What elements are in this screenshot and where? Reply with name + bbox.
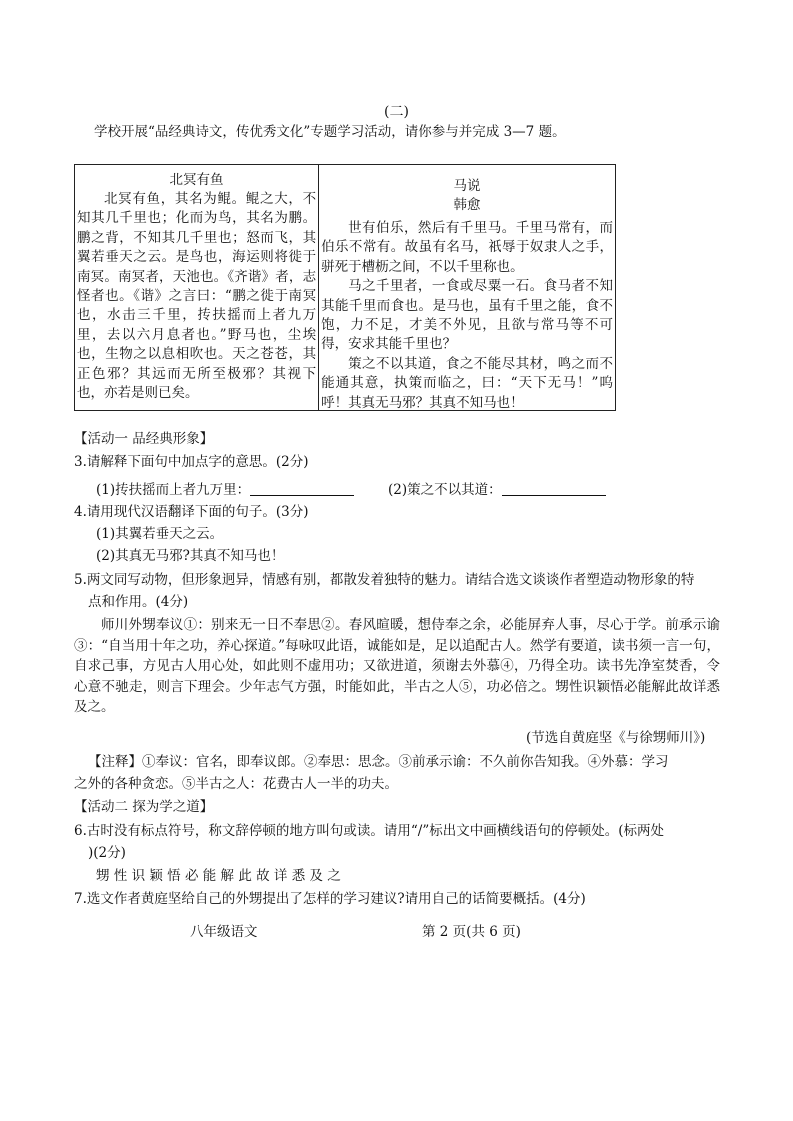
section-title: (二) <box>384 104 409 120</box>
passage-table <box>74 164 616 411</box>
passage-right-author: 韩愈 <box>453 197 481 213</box>
notes-line-1: 【注释】①奉议：官名，即奉议郎。②奉思：思念。③前承示谕：不久前你告知我。④外慕：学习 <box>88 754 669 770</box>
letter-source: (节选自黄庭坚《与徐甥师川》) <box>526 730 706 746</box>
answer-blank[interactable] <box>502 481 606 496</box>
question-5-line-1: 5.两文同写动物，但形象迥异，情感有别，都散发着独特的魅力。请结合选文谈谈作者塑造动物形象的特 <box>74 572 695 588</box>
question-6-line-2: )(2分) <box>88 845 126 861</box>
letter-passage: 师川外甥奉议①：别来无一日不奉思②。春风暄暖，想侍奉之余，必能屏弃人事，尽心于学。前承示谕③：“自当用十年之功，养心探道。”每咏叹此语，诚能如是，足以追配古人。然学有要道，读书须一言一句，自求己事，方见古人用心处，如此则不虚用功；又欲进道，须谢去外慕④，乃得全功。读书先净室焚香，令心意不驰走，则言下理会。少年志气方强，时能如此，半古之人⑤，功必倍之。甥性识颖悟必能解此故详悉及之。 <box>74 617 720 715</box>
passage-right-paragraph: 策之不以其道，食之不能尽其材，鸣之而不能通其意，执策而临之，曰：“天下无马！”呜呼！其真无马邪？其真不知马也！ <box>321 355 613 410</box>
footer-subject: 八年级语文 <box>190 924 258 940</box>
question-6-sentence: 甥 性 识 颖 悟 必 能 解 此 故 详 悉 及 之 <box>96 868 341 884</box>
question-3-item-2-text: (2)策之不以其道： <box>388 482 502 498</box>
question-5-line-2: 点和作用。(4分) <box>88 594 189 610</box>
question-7: 7.选文作者黄庭坚给自己的外甥提出了怎样的学习建议?请用自己的话简要概括。(4分) <box>74 891 586 907</box>
question-4-item-1: (1)其翼若垂天之云。 <box>96 526 224 542</box>
passage-right <box>319 165 615 410</box>
passage-left-title: 北冥有鱼 <box>169 172 224 188</box>
activity-two-heading: 【活动二 探为学之道】 <box>74 799 214 815</box>
intro-text: 学校开展“品经典诗文，传优秀文化”专题学习活动，请你参与并完成 3—7 题。 <box>94 124 566 140</box>
passage-left <box>75 165 319 410</box>
question-6-line-1: 6.古时没有标点符号，称文辞停顿的地方叫句或读。请用“/”标出文中画横线语句的停顿处。(标两处 <box>74 823 664 839</box>
passage-left-text: 北冥有鱼，其名为鲲。鲲之大，不知其几千里也；化而为鸟，其名为鹏。鹏之背，不知其几千里也；怒而飞，其翼若垂天之云。是鸟也，海运则将徙于南冥。南冥者，天池也。《齐谐》者，志怪者也。《谐》之言曰：“鹏之徙于南冥也，水击三千里，抟扶摇而上者九万里，去以六月息者也。”野马也，尘埃也，生物之以息相吹也。天之苍苍，其正色邪？其远而无所至极邪？其视下也，亦若是则已矣。 <box>77 191 317 402</box>
passage-right-title: 马说 <box>453 178 481 194</box>
question-3-item-1 <box>96 480 354 500</box>
question-4: 4.请用现代汉语翻译下面的句子。(3分) <box>74 504 309 520</box>
activity-one-heading: 【活动一 品经典形象】 <box>74 431 214 447</box>
passage-right-paragraph: 世有伯乐，然后有千里马。千里马常有，而伯乐不常有。故虽有名马，祇辱于奴隶人之手，骈死于槽枥之间，不以千里称也。 <box>321 220 613 275</box>
question-3-item-1-text: (1)抟扶摇而上者九万里： <box>96 482 251 498</box>
passage-right-paragraph: 马之千里者，一食或尽粟一石。食马者不知其能千里而食也。是马也，虽有千里之能，食不饱，力不足，才美不外见，且欲与常马等不可得，安求其能千里也？ <box>321 278 613 353</box>
question-4-item-2: (2)其真无马邪?其真不知马也！ <box>96 548 285 564</box>
notes-line-2: 之外的各种贪恋。⑤半古之人：花费古人一半的功夫。 <box>74 776 398 792</box>
footer-page-number: 第 2 页(共 6 页) <box>422 924 521 940</box>
question-3-item-2 <box>388 480 606 500</box>
answer-blank[interactable] <box>250 481 354 496</box>
question-3: 3.请解释下面句中加点字的意思。(2分) <box>74 454 309 470</box>
